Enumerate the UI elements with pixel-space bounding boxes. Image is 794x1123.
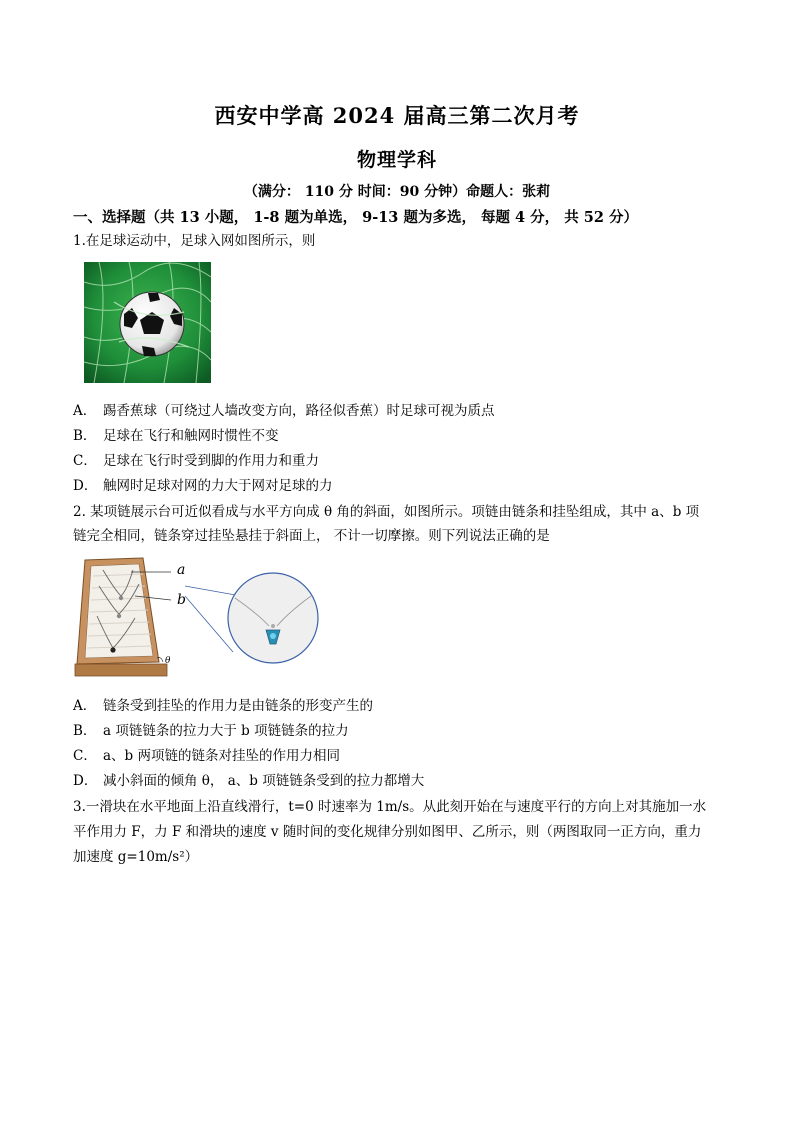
- figure-label-a: a: [177, 562, 186, 578]
- soccer-ball-illustration: [84, 262, 211, 383]
- exam-subject: 物理学科: [356, 149, 437, 171]
- q2-stem-line2: 链完全相同，链条穿过挂坠悬挂于斜面上， 不计一切摩擦。则下列说法正确的是: [73, 528, 550, 544]
- soccer-net-image: [84, 262, 211, 383]
- figure-label-b: b: [177, 592, 186, 608]
- exam-title: 西安中学高 2024 届高三第二次月考: [214, 103, 580, 128]
- q2-option-a: A． 链条受到挂坠的作用力是由链条的形变产生的: [73, 698, 373, 714]
- exam-meta: （满分： 110 分 时间：90 分钟）命题人：张莉: [243, 184, 551, 200]
- necklace-stand-illustration: [73, 556, 329, 680]
- q1-option-b: B． 足球在飞行和触网时惯性不变: [73, 428, 279, 444]
- q3-stem-line1: 3.一滑块在水平地面上沿直线滑行，t=0 时速率为 1m/s。从此刻开始在与速度平行的方向上对其施加一水: [73, 799, 707, 815]
- figure-label-theta: θ: [165, 656, 171, 666]
- q1-option-d: D． 触网时足球对网的力大于网对足球的力: [73, 478, 333, 494]
- q1-option-c: C． 足球在飞行时受到脚的作用力和重力: [73, 453, 319, 469]
- q3-stem-line2: 平作用力 F，力 F 和滑块的速度 v 随时间的变化规律分别如图甲、乙所示，则（两图取同一正方向，重力: [73, 824, 702, 840]
- q2-option-b: B． a 项链链条的拉力大于 b 项链链条的拉力: [73, 723, 349, 739]
- q1-option-a: A． 踢香蕉球（可绕过人墙改变方向，路径似香蕉）时足球可视为质点: [73, 403, 495, 419]
- q2-stem-line1: 2. 某项链展示台可近似看成与水平方向成 θ 角的斜面，如图所示。项链由链条和挂坠组成，其中 a、b 项: [73, 504, 700, 520]
- q1-stem: 1.在足球运动中，足球入网如图所示，则: [73, 233, 316, 249]
- q2-option-c: C． a、b 两项链的链条对挂坠的作用力相同: [73, 748, 340, 764]
- q3-stem-line3: 加速度 g=10m/s²）: [73, 849, 199, 865]
- q2-option-d: D． 减小斜面的倾角 θ， a、b 项链链条受到的拉力都增大: [73, 773, 425, 789]
- section-heading: 一、选择题（共 13 小题， 1-8 题为单选， 9-13 题为多选， 每题 4 分， 共 52 分）: [73, 209, 639, 226]
- necklace-stand-image: [73, 556, 329, 680]
